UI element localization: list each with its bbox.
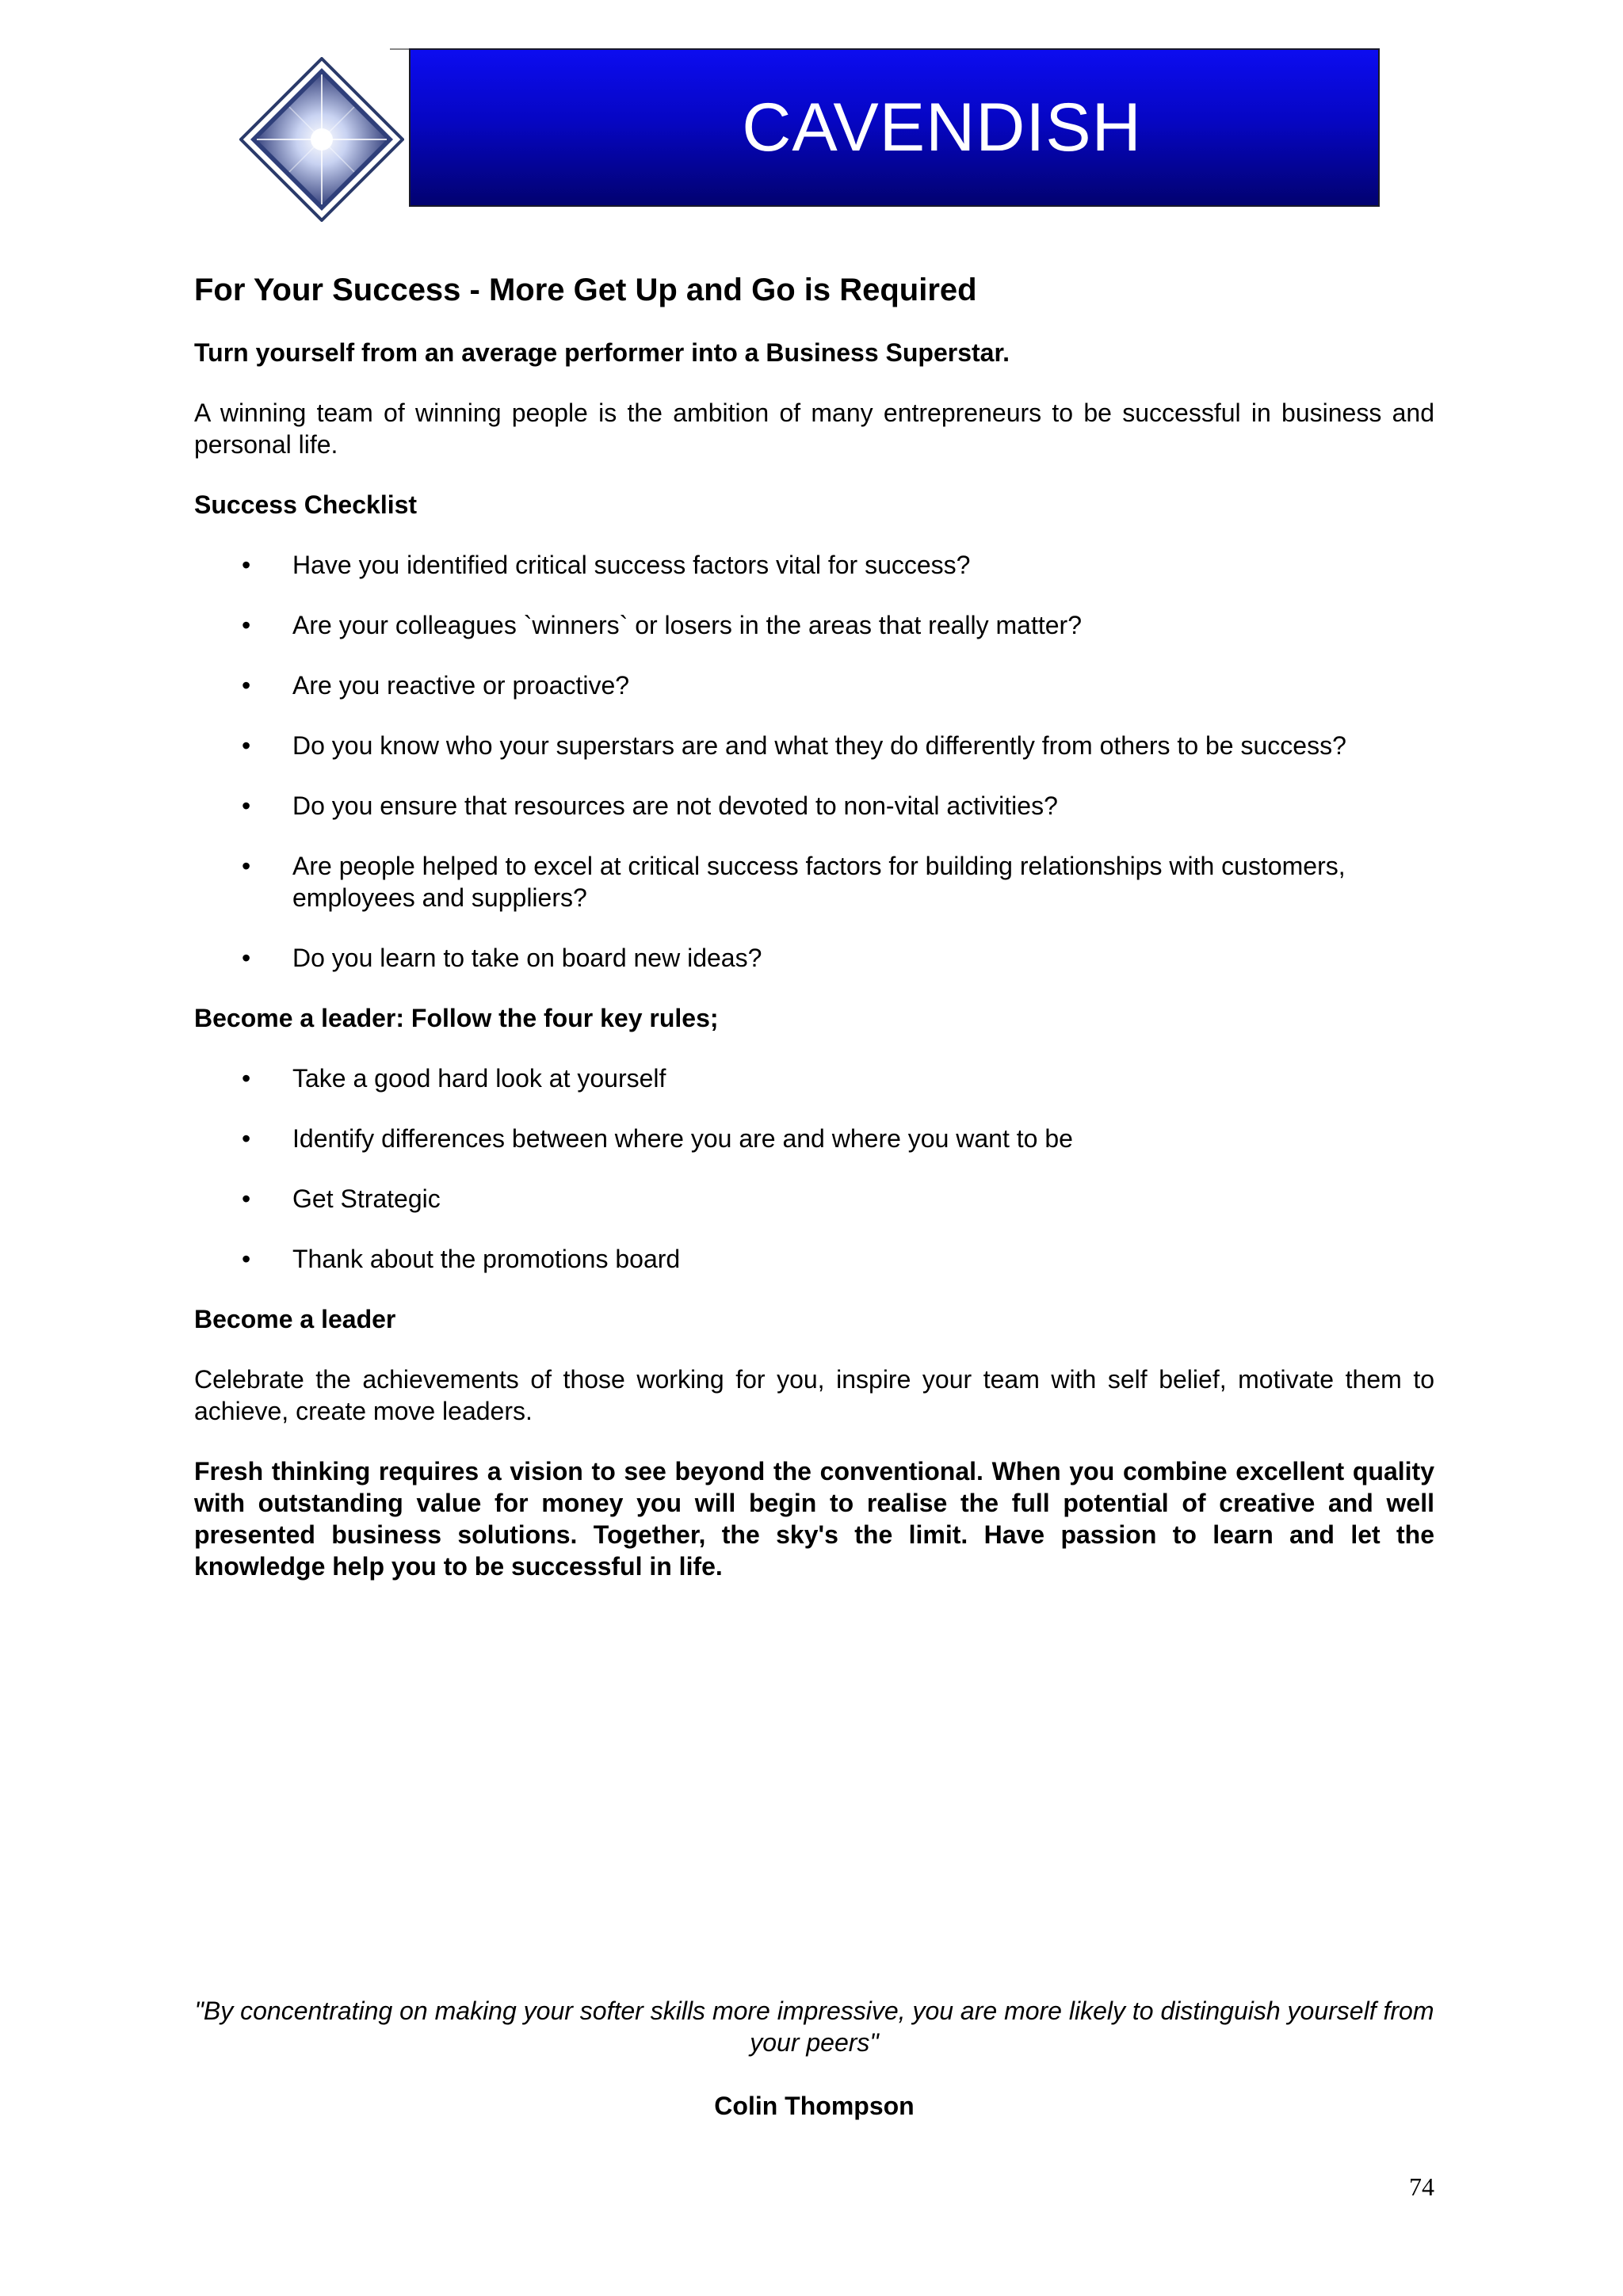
list-item-text: Do you know who your superstars are and what they do differently from others to be success? xyxy=(292,731,1346,760)
quote-text: "By concentrating on making your softer skills more impressive, you are more likely to distinguish yourself from your peers" xyxy=(194,1997,1434,2057)
main-content xyxy=(194,265,1434,1582)
closing-paragraph: Fresh thinking requires a vision to see beyond the conventional. When you combine excellent quality with outstanding value for money you will begin to realise the full potential of creative and well presented business solutions. Together, the sky's the limit. Have passion to learn and let the knowledge help you to be successful in life. xyxy=(194,1457,1434,1581)
leader-heading: Become a leader xyxy=(194,1305,396,1333)
bullet-icon: • xyxy=(242,611,251,639)
bullet-icon: • xyxy=(242,852,251,880)
list-item-text: Are your colleagues `winners` or losers in the areas that really matter? xyxy=(292,611,1082,639)
list-item xyxy=(194,790,1434,822)
list-item xyxy=(194,549,1434,581)
leader-paragraph: Celebrate the achievements of those working for you, inspire your team with self belief, motivate them to achieve, create move leaders. xyxy=(194,1365,1434,1425)
bullet-icon: • xyxy=(242,1245,251,1273)
list-item-text: Take a good hard look at yourself xyxy=(292,1064,666,1093)
bullet-icon: • xyxy=(242,1124,251,1153)
list-item-text: Identify differences between where you are and where you want to be xyxy=(292,1124,1073,1153)
list-item xyxy=(194,850,1434,913)
bullet-icon: • xyxy=(242,1064,251,1093)
rules-heading: Become a leader: Follow the four key rules; xyxy=(194,1004,719,1032)
list-item-text: Do you ensure that resources are not devoted to non-vital activities? xyxy=(292,791,1058,820)
success-checklist xyxy=(194,549,1434,974)
page-header xyxy=(0,0,1623,238)
page-number: 74 xyxy=(1409,2172,1434,2201)
bullet-icon: • xyxy=(242,944,251,972)
list-item xyxy=(194,942,1434,974)
list-item-text: Get Strategic xyxy=(292,1184,441,1213)
list-item xyxy=(194,1243,1434,1275)
intro-paragraph: A winning team of winning people is the ambition of many entrepreneurs to be successful in business and personal life. xyxy=(194,399,1434,459)
banner-title: CAVENDISH xyxy=(742,89,1142,166)
list-item xyxy=(194,609,1434,641)
bullet-icon: • xyxy=(242,791,251,820)
list-item-text: Thank about the promotions board xyxy=(292,1245,681,1273)
list-item-text: Are you reactive or proactive? xyxy=(292,671,630,700)
key-rules-list xyxy=(194,1062,1434,1275)
list-item-text: Do you learn to take on board new ideas? xyxy=(292,944,762,972)
quote-author: Colin Thompson xyxy=(714,2092,915,2120)
list-item xyxy=(194,1123,1434,1154)
bullet-icon: • xyxy=(242,551,251,579)
page-subtitle: Turn yourself from an average performer into a Business Superstar. xyxy=(194,338,1010,367)
bullet-icon: • xyxy=(242,671,251,700)
checklist-heading: Success Checklist xyxy=(194,490,418,519)
diamond-star-icon xyxy=(239,57,404,222)
list-item xyxy=(194,669,1434,701)
list-item xyxy=(194,1183,1434,1215)
brand-banner xyxy=(409,48,1380,207)
bullet-icon: • xyxy=(242,1184,251,1213)
list-item xyxy=(194,730,1434,761)
bullet-icon: • xyxy=(242,731,251,760)
page-title: For Your Success - More Get Up and Go is Required xyxy=(194,273,977,307)
list-item-text: Are people helped to excel at critical success factors for building relationships with customers, employees and suppliers? xyxy=(292,852,1346,912)
list-item-text: Have you identified critical success factors vital for success? xyxy=(292,551,971,579)
list-item xyxy=(194,1062,1434,1094)
